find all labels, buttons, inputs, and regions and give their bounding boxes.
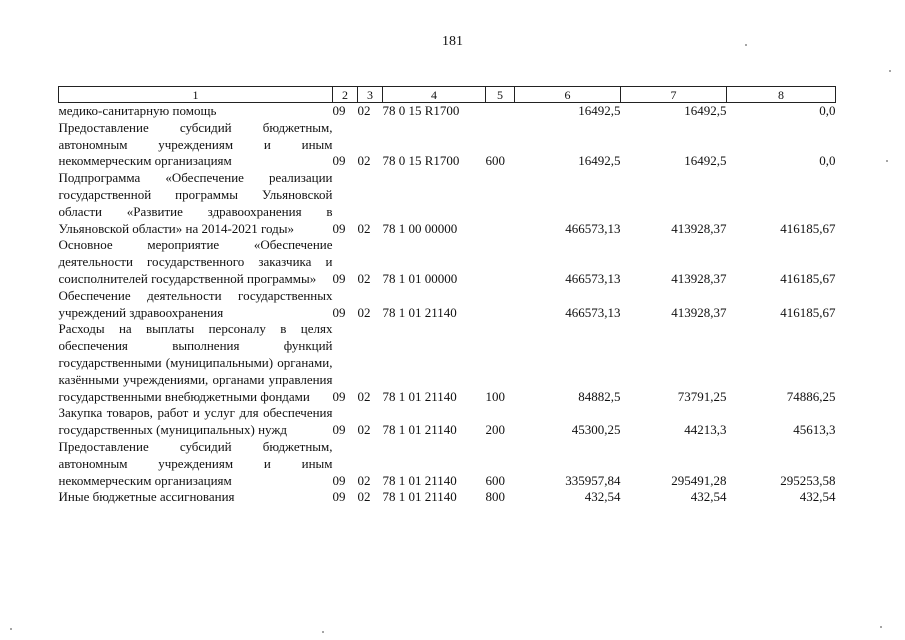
expense-type-code (486, 237, 515, 287)
amount-col8: 416185,67 (780, 270, 836, 286)
amount-col6: 466573,13 (565, 270, 621, 286)
amount-col8: 0,0 (819, 103, 836, 118)
subsection-code: 02 (357, 422, 371, 438)
row-name: Подпрограмма «Обеспечение реализации государственной программы Ульяновской области «Развитие здравоохранения в Ульяновской области» на 2014-2021 годы» (58, 170, 333, 236)
section-code: 09 (332, 103, 346, 118)
amount-col6: 432,54 (584, 489, 621, 505)
target-article-code: 78 1 01 21140 (382, 304, 457, 320)
target-article-code: 78 0 15 R1700 (382, 153, 460, 169)
expense-type-code: 100 (485, 388, 505, 404)
subsection-code: 02 (357, 489, 371, 505)
amount-col8: 45613,3 (793, 422, 836, 438)
section-code: 09 (332, 489, 346, 505)
section-code: 09 (332, 220, 346, 236)
column-header: 4 (383, 87, 486, 103)
subsection-code: 02 (357, 153, 371, 169)
expense-type-code: 200 (485, 422, 505, 438)
expense-type-code: 600 (485, 472, 505, 488)
amount-col6: 16492,5 (578, 103, 621, 118)
table-row (59, 405, 836, 439)
subsection-code: 02 (357, 472, 371, 488)
table-row (59, 439, 836, 489)
amount-col6: 84882,5 (578, 388, 621, 404)
column-header: 1 (59, 87, 333, 103)
amount-col7: 432,54 (690, 489, 727, 505)
expense-type-code (486, 103, 515, 120)
expense-type-code (486, 170, 515, 237)
amount-col7: 73791,25 (677, 388, 727, 404)
expense-type-code: 800 (485, 489, 505, 505)
column-header: 8 (727, 87, 836, 103)
row-name: Расходы на выплаты персоналу в целях обеспечения выполнения функций государственными (муниципальными) органами, казёнными учреждениями, органами управления государственными внебюджетными фондами (58, 321, 333, 404)
amount-col7: 16492,5 (684, 153, 727, 169)
row-name: Закупка товаров, работ и услуг для обеспечения государственных (муниципальных) нужд (58, 405, 333, 438)
row-name: Предоставление субсидий бюджетным, автономным учреждениям и иным некоммерческим организациям (58, 438, 333, 488)
subsection-code: 02 (357, 270, 371, 286)
table-row (59, 170, 836, 237)
table-row (59, 237, 836, 287)
amount-col7: 413928,37 (671, 270, 727, 286)
expense-type-code (486, 288, 515, 322)
amount-col7: 44213,3 (684, 422, 727, 438)
target-article-code: 78 1 00 00000 (382, 220, 458, 236)
amount-col6: 45300,25 (571, 422, 621, 438)
expense-type-code: 600 (485, 153, 505, 169)
section-code: 09 (332, 304, 346, 320)
budget-table (58, 86, 836, 506)
scan-speck (889, 70, 891, 72)
scan-speck (745, 44, 747, 46)
subsection-code: 02 (357, 220, 371, 236)
amount-col6: 16492,5 (578, 153, 621, 169)
subsection-code: 02 (357, 304, 371, 320)
column-header: 2 (333, 87, 358, 103)
section-code: 09 (332, 422, 346, 438)
amount-col7: 413928,37 (671, 220, 727, 236)
target-article-code: 78 1 01 21140 (382, 472, 457, 488)
target-article-code: 78 0 15 R1700 (382, 103, 460, 118)
amount-col6: 335957,84 (565, 472, 621, 488)
subsection-code: 02 (357, 103, 371, 118)
table-row (59, 489, 836, 506)
target-article-code: 78 1 01 21140 (382, 422, 457, 438)
scan-speck (322, 631, 324, 633)
amount-col6: 466573,13 (565, 304, 621, 320)
table-row (59, 103, 836, 120)
scan-speck (880, 626, 882, 628)
column-header: 7 (621, 87, 727, 103)
row-name: Основное мероприятие «Обеспечение деятельности государственного заказчика и соисполнителей государственной программы» (58, 237, 333, 286)
amount-col7: 295491,28 (671, 472, 727, 488)
subsection-code: 02 (357, 388, 371, 404)
row-name: Предоставление субсидий бюджетным, автономным учреждениям и иным некоммерческим организациям (58, 119, 333, 169)
row-name: медико-санитарную помощь (58, 103, 217, 118)
amount-col7: 413928,37 (671, 304, 727, 320)
amount-col8: 0,0 (819, 153, 836, 169)
amount-col7: 16492,5 (684, 103, 727, 118)
section-code: 09 (332, 153, 346, 169)
section-code: 09 (332, 388, 346, 404)
table-row (59, 321, 836, 405)
amount-col8: 295253,58 (780, 472, 836, 488)
scan-speck (10, 628, 12, 630)
column-header: 5 (486, 87, 515, 103)
page-number: 181 (442, 34, 463, 49)
amount-col8: 432,54 (799, 489, 836, 505)
target-article-code: 78 1 01 00000 (382, 270, 458, 286)
amount-col8: 416185,67 (780, 220, 836, 236)
row-name: Обеспечение деятельности государственных учреждений здравоохранения (58, 287, 333, 320)
header-row (59, 87, 836, 103)
section-code: 09 (332, 472, 346, 488)
column-header: 3 (358, 87, 383, 103)
table-row (59, 288, 836, 322)
target-article-code: 78 1 01 21140 (382, 388, 457, 404)
section-code: 09 (332, 270, 346, 286)
amount-col8: 416185,67 (780, 304, 836, 320)
target-article-code: 78 1 01 21140 (382, 489, 457, 505)
scan-speck (886, 160, 888, 162)
column-header: 6 (515, 87, 621, 103)
amount-col6: 466573,13 (565, 220, 621, 236)
amount-col8: 74886,25 (786, 388, 836, 404)
table-row (59, 120, 836, 170)
row-name: Иные бюджетные ассигнования (58, 489, 235, 505)
